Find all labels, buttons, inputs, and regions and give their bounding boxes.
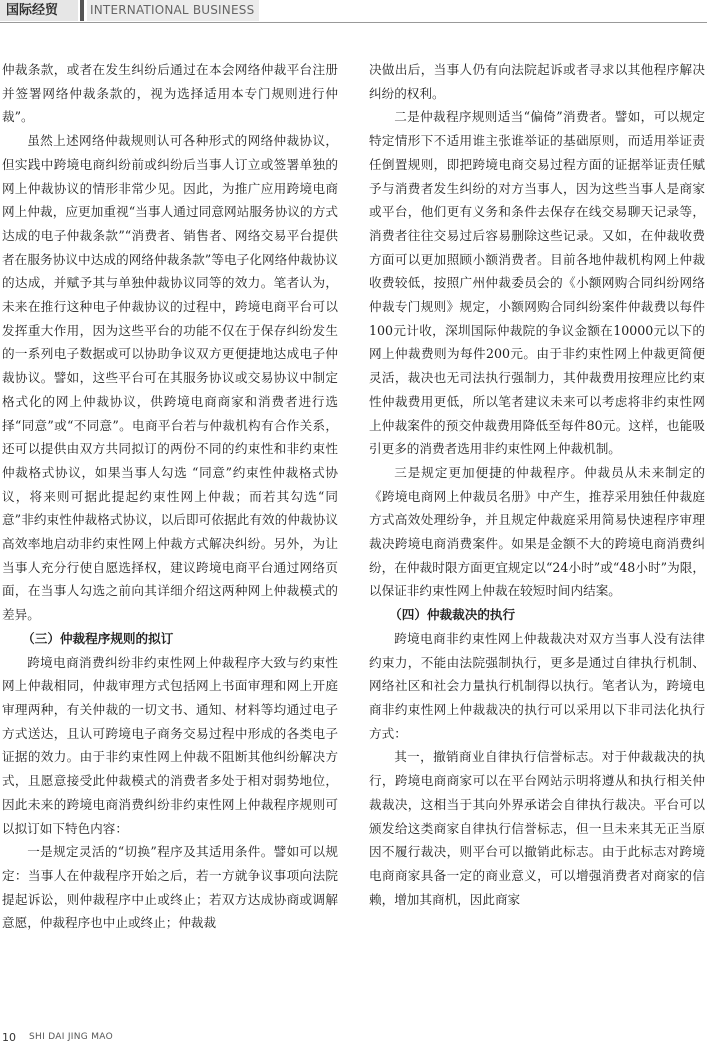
page-header xyxy=(0,0,707,22)
section-heading: （三）仲裁程序规则的拟订 xyxy=(22,630,174,646)
journal-name: SHI DAI JING MAO xyxy=(29,1032,113,1042)
header-rule xyxy=(0,22,707,23)
paragraph: 二是仲裁程序规则适当“偏倚”消费者。譬如，可以规定特定情形下不适用谁主张谁举证的基础原则，而适用举证责任倒置规则，即把跨境电商交易过程方面的证据举证责任赋予与消费者发生纠纷的对方当事人，因为这些当事人是商家或平台，他们更有义务和条件去保存在线交易聊天记录等，消费者往往交易过后容易删除这些记录。又如，在仲裁收费方面可以更加照顾小额消费者。目前各地仲裁机构网上仲裁收费较低，按照广州仲裁委员会的《小额网购合同纠纷网络仲裁专门规则》规定，小额网购合同纠纷案件仲裁费以每件100元计收，深圳国际仲裁院的争议金额在10000元以下的网上仲裁费则为每件200元。由于非约束性网上仲裁更简便灵活，裁决也无司法执行强制力，其仲裁费用按理应比约束性仲裁费用更低，所以笔者建议未来可以考虑将非约束性网上仲裁案件的预交仲裁费用降低至每件80元。这样，也能吸引更多的消费者选用非约束性网上仲裁机制。 xyxy=(369,109,705,457)
header-divider xyxy=(80,0,84,21)
section-label-cn: 国际经贸 xyxy=(0,0,78,21)
page-footer xyxy=(0,1031,707,1045)
page-number: 10 xyxy=(2,1031,16,1044)
paragraph: 跨境电商非约束性网上仲裁裁决对双方当事人没有法律约束力，不能由法院强制执行，更多是通过自律执行机制、网络社区和社会力量执行机制得以执行。笔者认为，跨境电商非约束性网上仲裁裁决的执行可以采用以下非司法化执行方式： xyxy=(369,630,705,741)
paragraph: 三是规定更加便捷的仲裁程序。仲裁员从未来制定的《跨境电商网上仲裁员名册》中产生，推荐采用独任仲裁庭方式高效处理纷争，并且规定仲裁庭采用简易快速程序审理裁决跨境电商消费案件。如果是金额不大的跨境电商消费纠纷，在仲裁时限方面更宜规定以“24小时”或“48小时”为限，以保证非约束性网上仲裁在较短时间内结案。 xyxy=(369,464,705,599)
section-label-en: INTERNATIONAL BUSINESS xyxy=(87,0,259,21)
right-column xyxy=(369,58,705,911)
paragraph: 一是规定灵活的“切换”程序及其适用条件。譬如可以规定：当事人在仲裁程序开始之后，若一方就争议事项向法院提起诉讼，则仲裁程序中止或终止；若双方达成协商或调解意愿，仲裁程序也中止或终止；仲裁裁 xyxy=(2,844,338,931)
paragraph: 决做出后，当事人仍有向法院起诉或者寻求以其他程序解决纠纷的权利。 xyxy=(369,62,705,101)
left-column xyxy=(2,58,338,935)
paragraph: 虽然上述网络仲裁规则认可各种形式的网络仲裁协议，但实践中跨境电商纠纷前或纠纷后当事人订立或签署单独的网上仲裁协议的情形非常少见。因此，为推广应用跨境电商网上仲裁，应更加重视“当事人通过同意网站服务协议的方式达成的电子仲裁条款”“消费者、销售者、网络交易平台提供者在服务协议中达成的网络仲裁条款”等电子化网络仲裁协议的达成，并赋予其与单独仲裁协议同等的效力。笔者认为，未来在推行这种电子仲裁协议的过程中，跨境电商平台可以发挥重大作用，因为这些平台的功能不仅在于保存纠纷发生的一系列电子数据或可以协助争议双方更便捷地达成电子仲裁协议。譬如，这些平台可在其服务协议或交易协议中制定格式化的网上仲裁协议，供跨境电商商家和消费者进行选择“同意”或“不同意”。电商平台若与仲裁机构有合作关系，还可以提供由双方共同拟订的两份不同的约束性和非约束性仲裁格式协议，如果当事人勾选 “同意”约束性仲裁格式协议，将来则可据此提起约束性网上仲裁；而若其勾选“同意”非约束性仲裁格式协议，以后即可依据此有效的仲裁协议高效率地启动非约束性网上仲裁方式解决纠纷。另外，为让当事人充分行使自愿选择权，建议跨境电商平台通过网络页面，在当事人勾选之前向其详细介绍这两种网上仲裁模式的差异。 xyxy=(2,133,338,623)
paragraph: 其一，撤销商业自律执行信誉标志。对于仲裁裁决的执行，跨境电商商家可以在平台网站示明将遵从和执行相关仲裁裁决，这相当于其向外界承诺会自律执行裁决。平台可以颁发给这类商家自律执行信誉标志，但一旦未来其无正当原因不履行裁决，则平台可以撤销此标志。由于此标志对跨境电商商家具备一定的商业意义，可以增强消费者对商家的信赖，增加其商机，因此商家 xyxy=(369,749,705,907)
paragraph: 仲裁条款，或者在发生纠纷后通过在本会网络仲裁平台注册并签署网络仲裁条款的，视为选择适用本专门规则进行仲裁”。 xyxy=(2,62,338,125)
section-heading: （四）仲裁裁决的执行 xyxy=(389,607,516,623)
paragraph: 跨境电商消费纠纷非约束性网上仲裁程序大致与约束性网上仲裁相同，仲裁审理方式包括网上书面审理和网上开庭审理两种，有关仲裁的一切文书、通知、材料等均通过电子方式送达，且认可跨境电子商务交易过程中形成的各类电子证据的效力。由于非约束性网上仲裁不阻断其他纠纷解决方式，且愿意接受此仲裁模式的消费者多处于相对弱势地位，因此未来的跨境电商消费纠纷非约束性网上仲裁程序规则可以拟订如下特色内容： xyxy=(2,654,338,836)
